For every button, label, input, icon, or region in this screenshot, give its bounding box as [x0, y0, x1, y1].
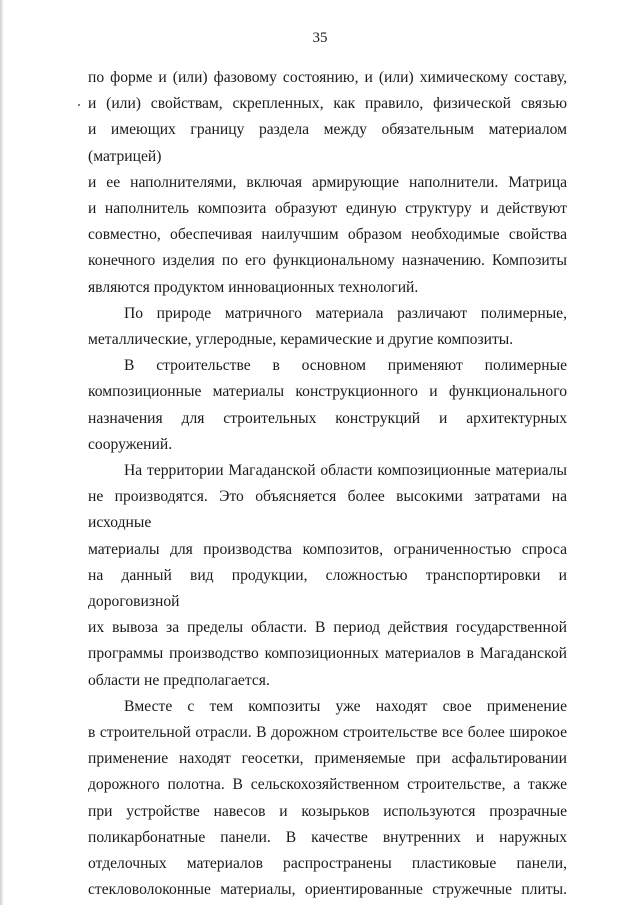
text-line: металлические, углеродные, керамические и другие композиты. — [88, 331, 514, 349]
paragraph-5 — [88, 694, 567, 904]
text-line: программы производство композиционных материалов в Магаданской — [88, 645, 567, 663]
text-line: при устройстве навесов и козырьков используются прозрачные — [88, 802, 567, 820]
text-line: поликарбонатные панели. В качестве внутренних и наружных — [88, 828, 567, 846]
text-line: По природе матричного материала различают полимерные, — [124, 304, 567, 322]
text-line: и (или) свойствам, скрепленных, как правило, физической связью — [88, 95, 567, 113]
paragraph-1 — [88, 65, 567, 301]
text-line: конечного изделия по его функциональному назначению. Композиты — [88, 252, 567, 270]
paragraph-3 — [88, 353, 567, 458]
text-line: совместно, обеспечивая наилучшим образом необходимые свойства — [88, 226, 567, 244]
scan-edge-shadow — [0, 0, 4, 905]
text-line: в строительной отрасли. В дорожном строительстве все более широкое — [88, 724, 567, 742]
text-line: отделочных материалов распространены пластиковые панели, — [88, 855, 567, 873]
text-line: и ее наполнителями, включая армирующие наполнители. Матрица — [88, 173, 567, 191]
text-line: на данный вид продукции, сложностью транспортировки и дороговизной — [88, 566, 567, 611]
text-line: В строительстве в основном применяют полимерные — [124, 357, 567, 375]
text-line: применение находят геосетки, применяемые при асфальтировании — [88, 750, 567, 768]
text-line: их вывоза за пределы области. В период действия государственной — [88, 619, 567, 637]
text-line: На территории Магаданской области композиционные материалы — [124, 462, 567, 480]
text-line: Вместе с тем композиты уже находят свое применение — [124, 697, 567, 715]
paragraph-4 — [88, 458, 567, 694]
text-line: являются продуктом инновационных технологий. — [88, 278, 419, 296]
text-line: не производятся. Это объясняется более высокими затратами на исходные — [88, 488, 567, 532]
text-line: назначения для строительных конструкций и архитектурных сооружений. — [88, 409, 567, 453]
text-line: области не предполагается. — [88, 671, 270, 689]
text-line: материалы для производства композитов, ограниченностью спроса — [88, 540, 567, 558]
text-line: композиционные материалы конструкционного и функционального — [88, 383, 567, 401]
document-body — [88, 65, 567, 904]
text-line: и имеющих границу раздела между обязательным материалом (матрицей) — [88, 121, 567, 165]
text-line: стекловолоконные материалы, ориентированные стружечные плиты. — [88, 881, 567, 899]
scan-speck — [78, 104, 80, 106]
text-line: дорожного полотна. В сельскохозяйственном строительстве, а также — [88, 776, 567, 794]
text-line: по форме и (или) фазовому состоянию, и (или) химическому составу, — [88, 69, 567, 86]
page-number: 35 — [312, 30, 328, 46]
text-line: и наполнитель композита образуют единую структуру и действуют — [88, 200, 567, 218]
paragraph-2 — [88, 301, 567, 353]
